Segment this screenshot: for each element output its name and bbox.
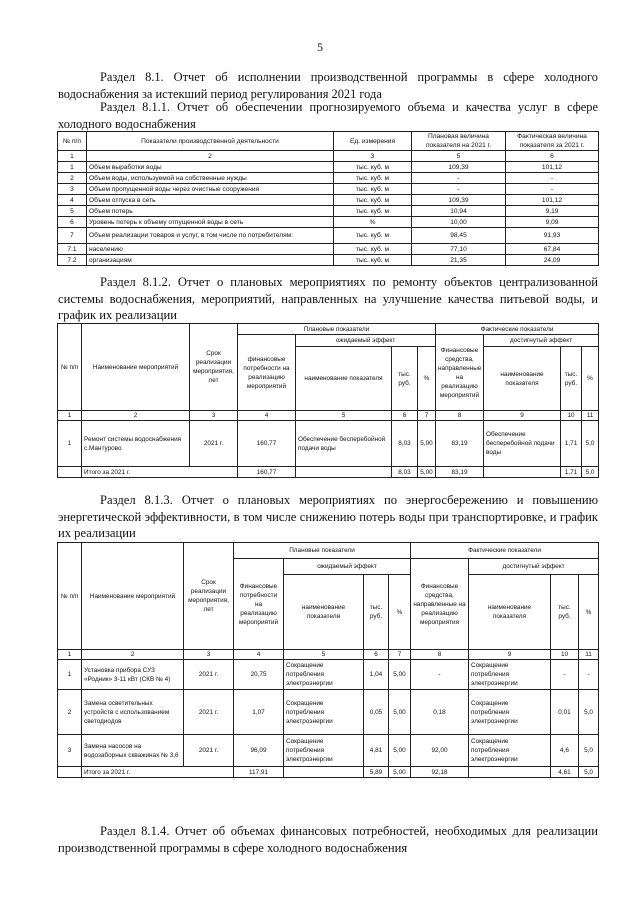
energy-saving-measures-table (57, 542, 599, 778)
table-cell: 5 (412, 151, 506, 162)
table-row (58, 255, 599, 266)
table-cell: 3 (58, 735, 82, 767)
table-cell (469, 767, 551, 778)
col-header: тыс. руб. (551, 575, 579, 650)
col-header: Ед. измерения (334, 132, 412, 151)
col-header: наименование показателя (284, 575, 364, 650)
table-cell: 1 (58, 411, 82, 421)
table-cell: 1,71 (561, 421, 582, 467)
table-cell: 5,00 (418, 421, 436, 467)
table-cell: 10,00 (412, 217, 506, 228)
table-cell: Объем воды, используемой на собственные нужды (87, 173, 334, 184)
col-header: Наименование мероприятий (82, 543, 184, 650)
table-cell: 6 (58, 217, 87, 228)
table-cell: тыс. куб. м (334, 195, 412, 206)
table-row (58, 206, 599, 217)
table-row (58, 228, 599, 244)
table-cell: 20,75 (234, 660, 284, 690)
col-header: наименование показателя (484, 347, 561, 411)
table-cell: 1 (58, 650, 82, 660)
numbering-row (58, 411, 599, 421)
table-cell: тыс. куб. м (334, 162, 412, 173)
table-cell: 6 (364, 650, 389, 660)
table-cell: 4,6 (551, 735, 579, 767)
table-cell: 2021 г. (184, 690, 234, 735)
table-cell: 3 (184, 650, 234, 660)
table-cell: 160,77 (238, 421, 296, 467)
table-row (58, 217, 599, 228)
table-cell: тыс. куб. м (334, 244, 412, 255)
table-cell: - (506, 173, 599, 184)
section-8-1-4-heading: Раздел 8.1.4. Отчет об объемах финансовых потребностей, необходимых для реализации производственной программы в сфере холодного водоснабжения (58, 824, 598, 855)
table-cell: 98,45 (412, 228, 506, 244)
col-header: Плановые показатели (234, 543, 411, 559)
table-cell: 77,10 (412, 244, 506, 255)
table-body (58, 162, 599, 266)
table-cell (296, 467, 392, 478)
table-cell: 8 (436, 411, 484, 421)
table-cell: населению (87, 244, 334, 255)
table-cell: 5 (58, 206, 87, 217)
table-cell: 83,19 (436, 467, 484, 478)
table-row (58, 184, 599, 195)
table-cell (58, 467, 82, 478)
table-cell: 24,09 (506, 255, 599, 266)
table-cell: Сокращение потребления электроэнергии (284, 660, 364, 690)
numbering-row (58, 650, 599, 660)
table-cell (58, 767, 82, 778)
table-row (58, 244, 599, 255)
table-cell: 5 (296, 411, 392, 421)
table-row (58, 173, 599, 184)
table-cell: 9,09 (506, 217, 599, 228)
table-cell: 2021 г. (184, 660, 234, 690)
table-cell: 10 (551, 650, 579, 660)
table-cell: 109,39 (412, 162, 506, 173)
table-cell: 1 (58, 660, 82, 690)
table-cell: % (334, 217, 412, 228)
table-cell: Уровень потерь к объему отпущенной воды в сеть (87, 217, 334, 228)
table-cell: 5,0 (582, 421, 599, 467)
table-cell: 5,00 (389, 690, 411, 735)
table-cell: Установка прибора СУЗ «Родник» 3-11 кВт (СКВ № 4) (82, 660, 184, 690)
table-header-row (58, 132, 599, 151)
col-header: % (418, 347, 436, 411)
table-cell: Сокращение потребления электроэнергии (469, 735, 551, 767)
col-header: % (389, 575, 411, 650)
table-cell: Объем реализации товаров и услуг, в том числе по потребителям: (87, 228, 334, 244)
table-cell: 11 (579, 650, 599, 660)
col-header: тыс. руб. (561, 347, 582, 411)
table-cell: 8,03 (392, 467, 418, 478)
table-cell: 1 (58, 421, 82, 467)
table-cell: - (412, 184, 506, 195)
table-cell: 10 (561, 411, 582, 421)
table-cell: - (551, 660, 579, 690)
table-cell: 5,00 (389, 735, 411, 767)
table-cell: 5,0 (579, 767, 599, 778)
repair-measures-table (57, 323, 599, 478)
table-cell: 1,04 (364, 660, 389, 690)
table-cell: 0,05 (364, 690, 389, 735)
table-cell: 8,03 (392, 421, 418, 467)
table-cell: 1 (58, 162, 87, 173)
table-header-row (58, 543, 599, 559)
col-header: тыс. руб. (392, 347, 418, 411)
table-body (58, 660, 599, 767)
table-cell: 2 (82, 650, 184, 660)
table-cell: - (506, 184, 599, 195)
table-cell (484, 467, 561, 478)
table-row (58, 660, 599, 690)
section-8-1-3-heading: Раздел 8.1.3. Отчет о плановых мероприятиях по энергосбережению и повышению энергетической эффективности, в том числе снижению потерь воды при транспортировке, и график их реализации (58, 493, 598, 540)
table-cell: Сокращение потребления электроэнергии (469, 660, 551, 690)
table-cell: 5,00 (389, 767, 411, 778)
col-header: Фактическая величина показателя за 2021 г. (506, 132, 599, 151)
table-cell: 92,00 (411, 735, 469, 767)
table-cell: Объем отпуска в сеть (87, 195, 334, 206)
section-8-1-1-heading: Раздел 8.1.1. Отчет об обеспечении прогнозируемого объема и качества услуг в сфере холодного водоснабжения (58, 100, 598, 131)
col-header: № п/п (58, 324, 82, 411)
production-indicators-table (57, 131, 599, 266)
table-cell: 4 (234, 650, 284, 660)
table-cell: Замена осветительных устройств с использованием светодиодов (82, 690, 184, 735)
table-cell: 9 (469, 650, 551, 660)
table-cell: 9 (484, 411, 561, 421)
col-header: Финансовые средства, направленные на реализацию мероприятия (411, 559, 469, 650)
table-cell: 4,81 (364, 735, 389, 767)
table-cell: Сокращение потребления электроэнергии (469, 690, 551, 735)
table-cell (284, 767, 364, 778)
table-cell: 2 (58, 690, 82, 735)
col-header: Срок реализации мероприятия, лет (184, 543, 234, 650)
table-cell: Сокращение потребления электроэнергии (284, 735, 364, 767)
table-cell: 8 (411, 650, 469, 660)
table-cell: 2 (82, 411, 190, 421)
table-cell: 7 (418, 411, 436, 421)
table-cell: 2 (58, 173, 87, 184)
table-cell: - (411, 660, 469, 690)
table-cell: 1,07 (234, 690, 284, 735)
table-cell: Итого за 2021 г. (82, 467, 238, 478)
section-8-1-heading: Раздел 8.1. Отчет об исполнении производственной программы в сфере холодного водоснабжения за истекший период регулирования 2021 года (58, 70, 598, 101)
col-header: достигнутый эффект (484, 335, 599, 347)
table-cell: 7 (389, 650, 411, 660)
table-cell: 91,93 (506, 228, 599, 244)
table-cell: 101,12 (506, 162, 599, 173)
col-header: достигнутый эффект (469, 559, 599, 575)
table-cell: 7.1 (58, 244, 87, 255)
table-cell: 5 (284, 650, 364, 660)
table-cell: 21,35 (412, 255, 506, 266)
table-cell: 5,0 (582, 467, 599, 478)
table-cell: 67,84 (506, 244, 599, 255)
table-cell: 6 (392, 411, 418, 421)
total-row (58, 767, 599, 778)
table-cell: 4 (58, 195, 87, 206)
col-header: Срок реализации мероприятия, лет (190, 324, 238, 411)
col-header: № п/п (58, 543, 82, 650)
col-header: ожидаемый эффект (296, 335, 436, 347)
table-cell: Сокращение потребления электроэнергии (284, 690, 364, 735)
table-cell: тыс. куб. м (334, 206, 412, 217)
table-cell: 10,94 (412, 206, 506, 217)
table-cell: 5,00 (418, 467, 436, 478)
table-cell: 3 (334, 151, 412, 162)
table-cell: 5,89 (364, 767, 389, 778)
table-cell: 7.2 (58, 255, 87, 266)
table-cell: 7 (58, 228, 87, 244)
table-row (58, 195, 599, 206)
table-cell: 1 (58, 151, 87, 162)
col-header: финансовые потребности на реализацию мероприятий (238, 335, 296, 411)
col-header: Показатели производственной деятельности (87, 132, 334, 151)
table-cell: Ремонт системы водоснабжения с.Мантурово (82, 421, 190, 467)
table-cell: 101,12 (506, 195, 599, 206)
table-cell: 1,71 (561, 467, 582, 478)
table-cell: 117,91 (234, 767, 284, 778)
col-header: Наименование мероприятий (82, 324, 190, 411)
table-cell: Объем выработки воды (87, 162, 334, 173)
table-cell: 3 (190, 411, 238, 421)
table-cell: 92,18 (411, 767, 469, 778)
table-cell: 3 (58, 184, 87, 195)
table-cell: 0,01 (551, 690, 579, 735)
table-cell: 2021 г. (190, 421, 238, 467)
table-cell: Замена насосов на водозаборных скважинах № 3,6 (82, 735, 184, 767)
table-cell: 2 (87, 151, 334, 162)
page-number: 5 (317, 40, 323, 54)
table-cell: Объем пропущенной воды через очистные сооружения (87, 184, 334, 195)
section-8-1-2-heading: Раздел 8.1.2. Отчет о плановых мероприятиях по ремонту объектов централизованной системы водоснабжения, мероприятий, направленных на улучшение качества питьевой воды, и график их реализации (58, 275, 598, 322)
table-row (58, 162, 599, 173)
table-body (58, 421, 599, 467)
col-header: наименование показателя (296, 347, 392, 411)
col-header: № п/п (58, 132, 87, 151)
col-header: Плановые показатели (238, 324, 436, 335)
col-header: % (582, 347, 599, 411)
table-row (58, 421, 599, 467)
col-header: Фактические показатели (436, 324, 599, 335)
table-cell: 83,19 (436, 421, 484, 467)
table-cell: 2021 г. (184, 735, 234, 767)
table-cell: 0,18 (411, 690, 469, 735)
table-cell: 4 (238, 411, 296, 421)
table-cell: 11 (582, 411, 599, 421)
table-cell: 9,19 (506, 206, 599, 217)
table-cell: 5,0 (579, 690, 599, 735)
table-cell: организациям (87, 255, 334, 266)
col-header: ожидаемый эффект (284, 559, 411, 575)
table-cell: Обеспечение бесперебойной подачи воды (484, 421, 561, 467)
col-header: тыс. руб. (364, 575, 389, 650)
table-cell: Итого за 2021 г. (82, 767, 234, 778)
table-cell: 160,77 (238, 467, 296, 478)
table-cell: 6 (506, 151, 599, 162)
table-header-row (58, 324, 599, 335)
table-cell: - (579, 660, 599, 690)
table-cell: - (412, 173, 506, 184)
table-cell: 5,0 (579, 735, 599, 767)
col-header: наименование показателя (469, 575, 551, 650)
col-header: Плановая величина показателя на 2021 г. (412, 132, 506, 151)
table-cell: тыс. куб. м (334, 228, 412, 244)
table-cell: 5,00 (389, 660, 411, 690)
table-cell: тыс. куб. м (334, 184, 412, 195)
table-cell: 4,61 (551, 767, 579, 778)
table-cell: Объем потерь (87, 206, 334, 217)
numbering-row (58, 151, 599, 162)
table-cell: 109,39 (412, 195, 506, 206)
col-header: Фактические показатели (411, 543, 599, 559)
table-row (58, 735, 599, 767)
table-cell: тыс. куб. м (334, 173, 412, 184)
table-cell: Обеспечение бесперебойной подачи воды (296, 421, 392, 467)
total-row (58, 467, 599, 478)
table-row (58, 690, 599, 735)
table-cell: тыс. куб. м (334, 255, 412, 266)
table-cell: 96,09 (234, 735, 284, 767)
col-header: Финансовые средства, направленные на реализацию мероприятий (436, 335, 484, 411)
col-header: % (579, 575, 599, 650)
col-header: Финансовые потребности на реализацию мероприятий (234, 559, 284, 650)
